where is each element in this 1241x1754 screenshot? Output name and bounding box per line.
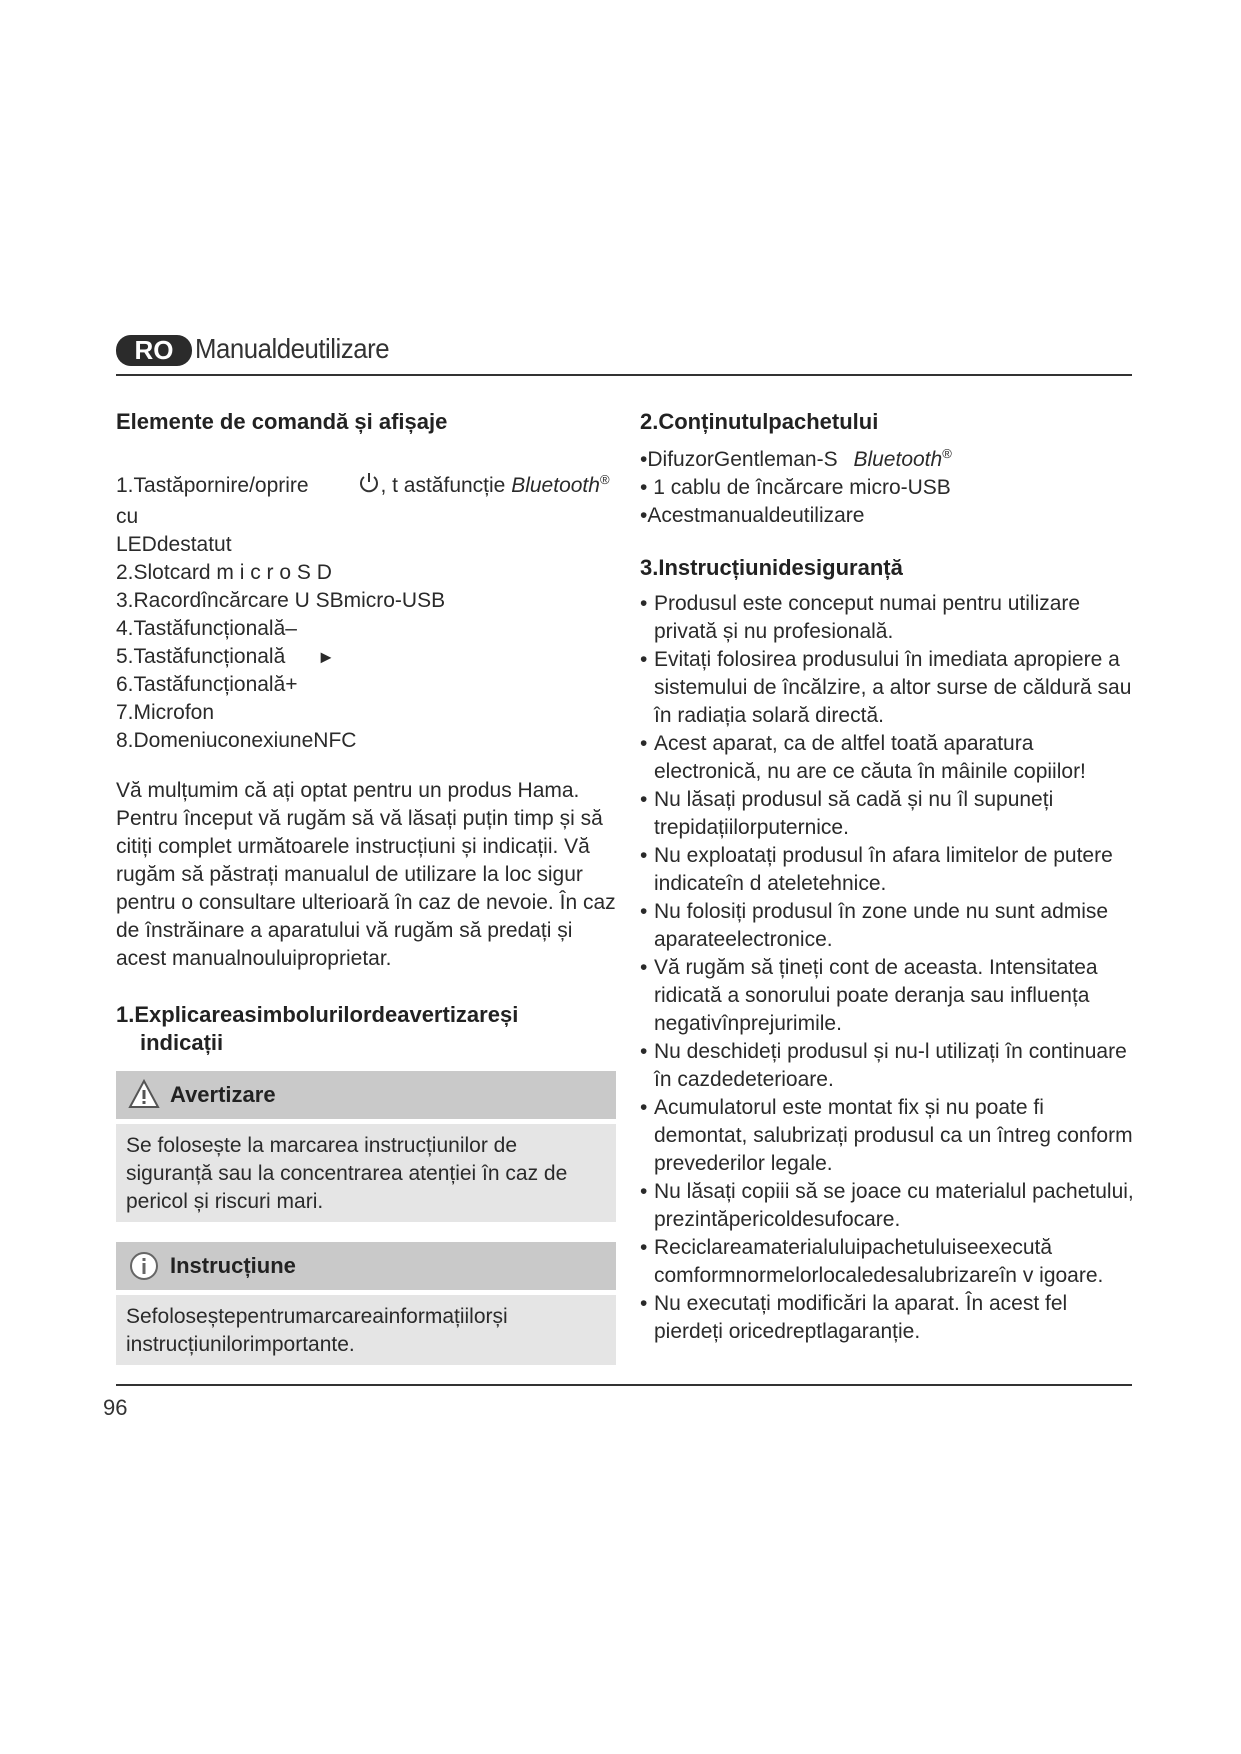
intro-paragraph: Vă mulțumim că ați optat pentru un produs Hama. Pentru început vă rugăm să vă lăsați puțin timp și să citiți complet următoarele instrucțiuni și indicații. Vă rugăm să păstrați manualul de utilizare la loc sigur pentru o consultare ulterioară în caz de nevoie. În caz de înstrăinare a aparatului vă rugăm să predați și acest manualnouluiproprietar. xyxy=(116,779,616,970)
list-item: 1.Tastăpornire/oprire , t astăfuncție Bluetooth® cu xyxy=(116,472,610,528)
section2-heading: 2.Conținutulpachetului xyxy=(640,409,879,434)
safety-list xyxy=(640,590,1140,1346)
warning-text: Se folosește la marcarea instrucțiunilor de siguranță sau la concentrarea atenției în caz de pericol și riscuri mari. xyxy=(116,1124,616,1222)
list-item: • Nu executați modificări la aparat. În acest fel pierdeți oricedreptlagaranție. xyxy=(640,1292,1068,1343)
section3-heading: 3.Instrucțiunidesiguranță xyxy=(640,555,903,580)
list-item: • Acest aparat, ca de altfel toată aparatura electronică, nu are ce căuta în mâinile copiilor! xyxy=(640,732,1086,783)
list-item: 6.Tastăfuncțională+ xyxy=(116,673,298,696)
list-item: • Nu lăsați produsul să cadă și nu îl supuneți trepidațiilorputernice. xyxy=(640,788,1054,839)
warning-icon xyxy=(128,1079,160,1111)
power-icon xyxy=(358,471,380,503)
instruction-box xyxy=(116,1242,616,1365)
section1-heading: 1.Explicareasimbolurilordeavertizareși indicații xyxy=(116,1002,519,1055)
list-item: 8.DomeniuconexiuneNFC xyxy=(116,729,357,752)
info-icon xyxy=(128,1250,160,1282)
list-item: • Nu folosiți produsul în zone unde nu sunt admise aparateelectronice. xyxy=(640,900,1109,951)
manual-title: Manualdeutilizare xyxy=(195,333,390,364)
list-item: 2.Slotcard m i c r o S D xyxy=(116,561,332,584)
header-divider xyxy=(116,374,1132,376)
list-item: LEDdestatut xyxy=(116,533,232,556)
right-column xyxy=(640,408,1140,1346)
list-item: 4.Tastăfuncțională– xyxy=(116,617,297,640)
controls-heading: Elemente de comandă și afișaje xyxy=(116,409,448,434)
footer-divider xyxy=(116,1384,1132,1386)
list-item: 7.Microfon xyxy=(116,701,215,724)
list-item: • Nu deschideți produsul și nu-l utilizați în continuare în cazdedeterioare. xyxy=(640,1040,1127,1091)
list-item: 5.Tastăfuncțională ► xyxy=(116,645,335,668)
list-item: • Vă rugăm să țineți cont de aceasta. Intensitatea ridicată a sonorului poate deranja sau influența negativînprejurimile. xyxy=(640,956,1098,1035)
list-item: • Evitați folosirea produsului în imediata apropiere a sistemului de încălzire, a altor surse de căldură sau în radiația solară directă. xyxy=(640,648,1132,727)
language-badge: RO xyxy=(116,335,192,366)
page-number: 96 xyxy=(103,1395,128,1420)
instruction-text: Sefoloseștepentrumarcareainformațiilorși instrucțiunilorimportante. xyxy=(116,1295,616,1365)
instruction-box-header xyxy=(116,1242,616,1290)
package-contents-list xyxy=(640,440,1140,530)
play-icon: ► xyxy=(317,647,335,667)
list-item: • Nu lăsați copiii să se joace cu materialul pachetului, prezintăpericoldesufocare. xyxy=(640,1180,1134,1231)
instruction-title: Instrucțiune xyxy=(170,1253,296,1278)
left-column xyxy=(116,408,616,1365)
warning-box xyxy=(116,1071,616,1222)
list-item: 3.Racordîncărcare U SBmicro-USB xyxy=(116,589,446,612)
warning-box-header xyxy=(116,1071,616,1119)
list-item: •DifuzorGentleman-S Bluetooth® xyxy=(640,446,952,471)
list-item: • Reciclareamaterialuluipachetuluiseexecută comformnormelorlocaledesalubrizareîn v igoare. xyxy=(640,1236,1104,1287)
controls-list xyxy=(116,466,616,755)
list-item: • 1 cablu de încărcare micro-USB xyxy=(640,476,951,499)
list-item: •Acestmanualdeutilizare xyxy=(640,504,865,527)
list-item: • Acumulatorul este montat fix și nu poate fi demontat, salubrizați produsul ca un întreg conform prevederilor legale. xyxy=(640,1096,1133,1175)
list-item: • Produsul este conceput numai pentru utilizare privată și nu profesională. xyxy=(640,592,1081,643)
warning-title: Avertizare xyxy=(170,1082,276,1107)
list-item: • Nu exploatați produsul în afara limitelor de putere indicateîn d ateletehnice. xyxy=(640,844,1113,895)
